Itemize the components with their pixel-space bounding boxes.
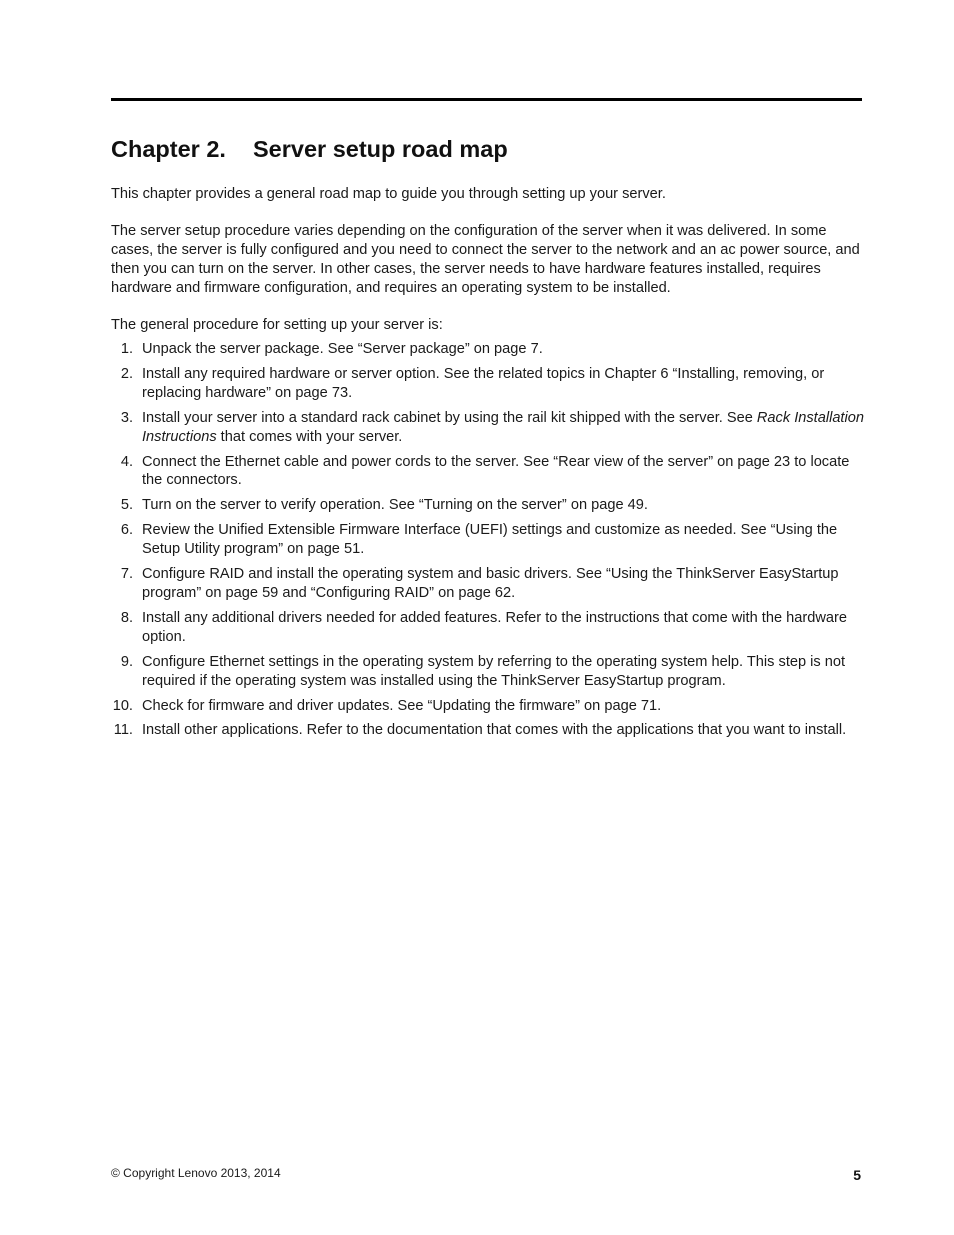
- step-text: Install your server into a standard rack cabinet by using the rail kit shipped with the server. See: [142, 409, 757, 426]
- step-text: Install any additional drivers needed for added features. Refer to the instructions that come with the hardware option.: [142, 609, 847, 645]
- list-item: [111, 496, 866, 515]
- step-text: Unpack the server package. See “Server package” on page 7.: [142, 341, 543, 358]
- step-text-italic: Rack Installation Instructions: [142, 409, 864, 445]
- step-number: 3.: [120, 409, 133, 426]
- list-item: [111, 340, 866, 359]
- setup-steps-list: [111, 340, 866, 740]
- copyright-notice: © Copyright Lenovo 2013, 2014: [111, 1166, 281, 1180]
- step-text-after: that comes with your server.: [216, 428, 403, 445]
- intro-paragraph: This chapter provides a general road map to guide you through setting up your server.: [111, 186, 666, 202]
- step-text: Check for firmware and driver updates. See “Updating the firmware” on page 71.: [142, 697, 662, 714]
- step-number: 10.: [112, 697, 133, 714]
- step-text: Install any required hardware or server option. See the related topics in Chapter 6 “Installing, removing, or replacing hardware” on page 73.: [142, 366, 825, 401]
- page-number: 5: [853, 1167, 861, 1183]
- step-number: 9.: [120, 653, 133, 670]
- step-number: 7.: [120, 566, 133, 583]
- step-number: 8.: [120, 609, 133, 626]
- chapter-top-rule: [111, 98, 862, 101]
- step-number: 11.: [113, 722, 133, 739]
- step-text: Connect the Ethernet cable and power cords to the server. See “Rear view of the server” on page 23 to locate the connectors.: [142, 453, 850, 489]
- procedure-intro: The general procedure for setting up your server is:: [111, 316, 443, 333]
- list-item: [111, 653, 866, 691]
- step-text: Configure RAID and install the operating system and basic drivers. See “Using the ThinkServer EasyStartup program” on page 59 and “Configuring RAID” on page 62.: [142, 566, 839, 601]
- description-paragraph: The server setup procedure varies depending on the configuration of the server when it was delivered. In some cases, the server is fully configured and you need to connect the server to the network and an ac power source, and then you can turn on the server. In other cases, the server needs to have hardware features installed, requires hardware and firmware configuration, and requires an operating system to be installed.: [111, 223, 860, 296]
- step-number: 6.: [120, 522, 133, 539]
- step-number: 1.: [120, 341, 133, 358]
- list-item: [111, 409, 866, 447]
- list-item: [111, 697, 866, 716]
- chapter-title: Server setup road map: [253, 136, 508, 162]
- step-text: Configure Ethernet settings in the operating system by referring to the operating system help. This step is not required if the operating system was installed using the ThinkServer EasyStartup program.: [142, 653, 846, 689]
- step-number: 5.: [120, 497, 133, 514]
- list-item: [111, 609, 866, 647]
- chapter-heading: [111, 136, 508, 163]
- chapter-body: [111, 185, 866, 746]
- list-item: [111, 721, 866, 740]
- chapter-number: Chapter 2.: [111, 136, 226, 162]
- step-text: Turn on the server to verify operation. See “Turning on the server” on page 49.: [142, 497, 648, 514]
- step-number: 4.: [120, 453, 133, 470]
- list-item: [111, 521, 866, 559]
- list-item: [111, 453, 866, 491]
- list-item: [111, 565, 866, 603]
- step-number: 2.: [120, 366, 133, 383]
- step-text: Install other applications. Refer to the documentation that comes with the applications that you want to install.: [142, 722, 847, 739]
- list-item: [111, 365, 866, 403]
- step-text: Review the Unified Extensible Firmware Interface (UEFI) settings and customize as needed. See “Using the Setup Utility program” on page 51.: [142, 522, 838, 558]
